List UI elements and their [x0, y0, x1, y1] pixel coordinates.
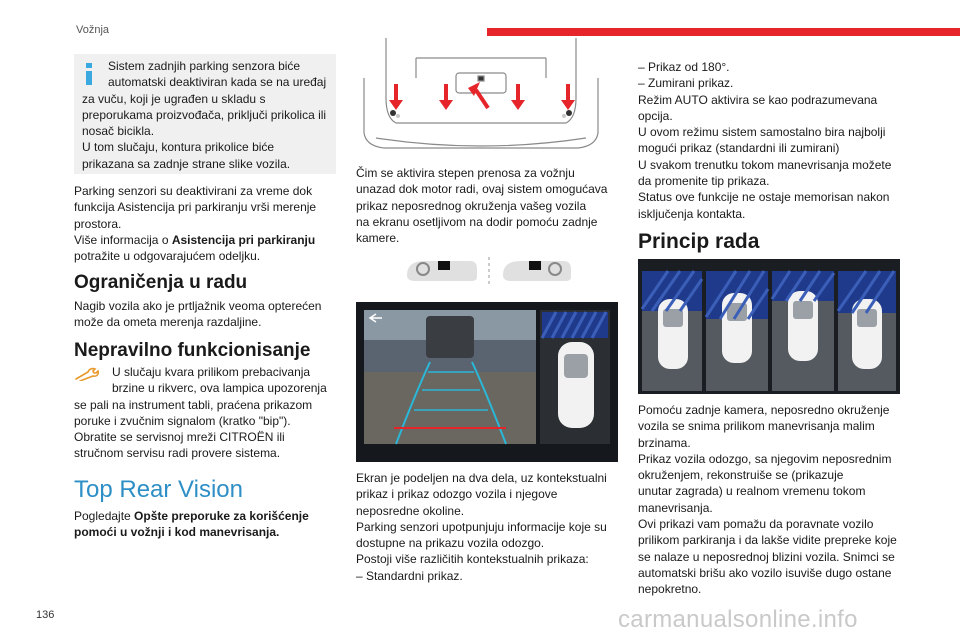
paragraph-view-modes	[638, 59, 900, 222]
paragraph-principle	[638, 402, 900, 598]
watermark: carmanualsonline.info	[618, 606, 858, 633]
text-line: unazad dok motor radi, ovaj sistem omogućava	[356, 182, 608, 197]
text-line: Ekran je podeljen na dva dela, uz kontekstualni	[356, 471, 607, 485]
text-line: Postoji više različitih kontekstualnih prikaza:	[356, 552, 589, 567]
text-line: poruke i zvučnim signalom (kratko "bip").	[74, 413, 291, 428]
text-line: može da ometa merenja razdaljine.	[74, 315, 262, 330]
vehicle-rear-sensors-illustration	[356, 38, 606, 158]
text-line: U ovom režimu sistem samostalno bira najbolji	[638, 125, 886, 140]
heading-operating-principle: Princip rada	[638, 230, 760, 253]
text-line: Status ove funkcije ne ostaje memorisan nakon	[638, 190, 890, 205]
top-view-sequence-image	[638, 259, 900, 394]
text-line: U svakom trenutku tokom manevrisanja možete	[638, 157, 892, 172]
bold-reference: Opšte preporuke za korišćenje	[134, 509, 309, 523]
note-line: prikazana sa zadnje strane slike vozila.	[82, 156, 291, 171]
text-line: Režim AUTO aktivira se kao podrazumevana	[638, 92, 878, 107]
text-span: Više informacija o	[74, 232, 172, 247]
text-line: prikaz neposrednog okruženja vašeg vozila	[356, 198, 587, 213]
paragraph-malfunction	[74, 364, 346, 462]
text-line: potražite u odgovarajućem odeljku.	[74, 249, 261, 264]
info-note	[74, 54, 336, 174]
text-line: da promenite tip prikaza.	[638, 174, 770, 189]
text-line: funkcija Asistencija pri parkiranju vrši merenje	[74, 200, 317, 215]
page-number: 136	[36, 609, 55, 621]
paragraph-split-screen	[356, 470, 618, 584]
section-title: Vožnja	[76, 24, 110, 36]
text-line: Prikaz vozila odozgo, sa njegovim neposrednim	[638, 451, 892, 466]
note-line: za vuču, koji je ugrađen u skladu s	[82, 91, 266, 106]
text-line: prilikom parkiranja i da lakše vidite prepreke koje	[638, 533, 897, 548]
text-line: na ekranu osetljivom na dodir pomoću zadnje	[356, 214, 598, 229]
text-line: Parking senzori su deaktivirani za vreme dok	[74, 184, 313, 198]
note-line: preporukama proizvođača, priključi prikolica ili	[82, 107, 327, 122]
note-line: nosač bicikla.	[82, 124, 155, 139]
note-line: U tom slučaju, kontura prikolice biće	[82, 140, 275, 155]
text-line	[74, 524, 344, 540]
bold-reference: Asistencija pri parkiranju	[171, 232, 316, 247]
text-line: kamere.	[356, 231, 400, 246]
note-line: Sistem zadnjih parking senzora biće	[108, 59, 301, 73]
text-line: mogući prikaz (standardni ili zumirani)	[638, 141, 840, 156]
text-line: se nalaze u neposrednoj blizini vozila. Snimci se	[638, 549, 895, 564]
text-line: prikaz i prikaz odozgo vozila i njegove	[356, 487, 558, 502]
paragraph-sensors-deactivated	[74, 183, 344, 264]
text-line: stručnom servisu radi provere sistema.	[74, 446, 281, 461]
text-line: unutar zagrada) u realnom vremenu tokom	[638, 484, 866, 499]
heading-limitations: Ograničenja u radu	[74, 272, 248, 293]
bold-reference: pomoći u vožnji i kod manevrisanja.	[74, 525, 280, 540]
text-line: Nagib vozila ako je prtljažnik veoma opterećen	[74, 299, 322, 313]
text-line: – Zumirani prikaz.	[638, 76, 734, 91]
text-line: dostupne na prikazu vozila odozgo.	[356, 536, 545, 551]
paragraph-limitations	[74, 298, 344, 331]
text-line: nepokretno.	[638, 582, 702, 597]
text-line: neposredne okoline.	[356, 503, 465, 518]
text-line: manevrisanja.	[638, 500, 713, 515]
text-line: brzine u rikverc, ova lampica upozorenja	[112, 381, 327, 396]
heading-malfunction: Nepravilno funkcionisanje	[74, 340, 311, 361]
text-line: brzinama.	[638, 435, 691, 450]
vehicle-mode-icons	[405, 255, 575, 287]
text-line	[74, 508, 344, 524]
text-line: Pomoću zadnje kamera, neposredno okruženje	[638, 403, 890, 417]
note-line: automatski deaktiviran kada se na uređaj	[108, 75, 327, 90]
text-span: Pogledajte	[74, 509, 135, 523]
text-line: – Prikaz od 180°.	[638, 60, 730, 74]
text-line: isključenja kontakta.	[638, 206, 746, 221]
text-line: Ovi prikazi vam pomažu da poravnate vozilo	[638, 517, 874, 532]
text-line: prostora.	[74, 216, 122, 231]
text-line: okruženjem, rekonstruiše se (prikazuje	[638, 468, 844, 483]
text-line: Čim se aktivira stepen prenosa za vožnju	[356, 166, 575, 180]
text-line: automatski brišu ako vozilo isuviše dugo ostane	[638, 565, 892, 580]
heading-top-rear-vision: Top Rear Vision	[74, 476, 243, 503]
text-line	[74, 232, 344, 248]
paragraph-reverse-gear	[356, 165, 618, 246]
text-line: U slučaju kvara prilikom prebacivanja	[112, 365, 311, 379]
text-line: Parking senzori upotpunjuju informacije koje su	[356, 519, 607, 534]
text-line: – Standardni prikaz.	[356, 568, 463, 583]
text-line: Obratite se servisnoj mreži CITROËN ili	[74, 430, 285, 445]
accent-bar	[487, 28, 960, 36]
paragraph-see-recommendations	[74, 508, 344, 541]
text-line: opcija.	[638, 108, 673, 123]
rear-camera-screen-image	[356, 302, 618, 462]
text-line: se pali na instrument tabli, praćena prikazom	[74, 397, 313, 412]
text-line: vozila se snima prilikom manevrisanja malim	[638, 419, 875, 434]
